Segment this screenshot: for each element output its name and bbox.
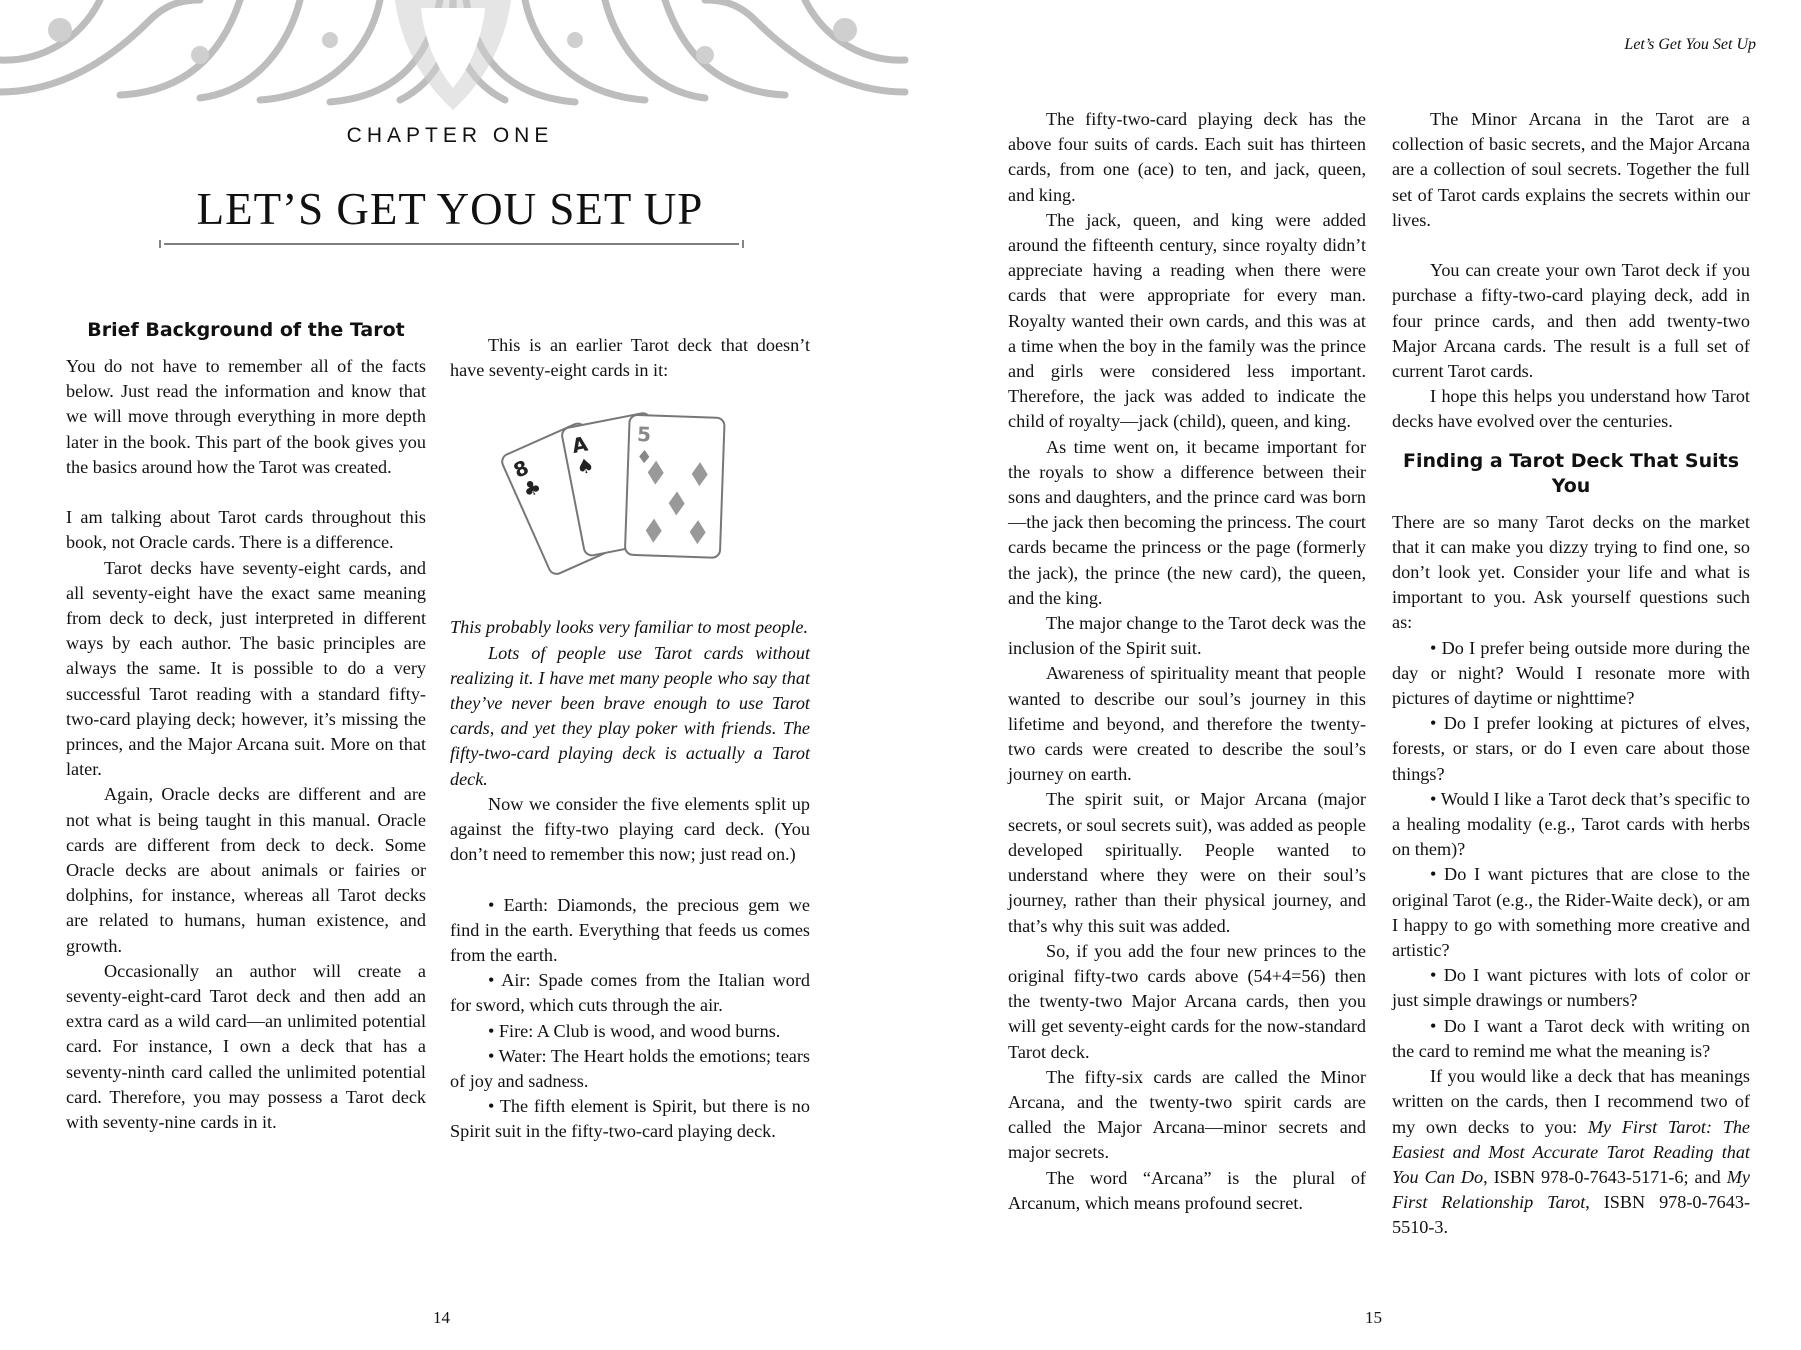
book-title: My First Relationship Tarot <box>1392 1166 1750 1213</box>
paragraph: The jack, queen, and king were added around the fifteenth century, since royalty didn’t appreciate having a reading when there were cards that were appropriate for every man. Royalty wanted their own cards, and this was at a time when the boy in the family was the prince and girls were considered less important. Therefore, the jack was added to indicate the child of royalty—jack (child), queen, and king. <box>1008 209 1366 432</box>
playing-cards-illustration <box>509 401 745 601</box>
question-item: • Do I want pictures that are close to the original Tarot (e.g., the Rider-Waite deck), or am I happy to go with something more creative and artistic? <box>1392 864 1750 961</box>
isbn-text: , ISBN 978-0-7643-5171-6; and <box>1483 1166 1727 1187</box>
left-column-2 <box>450 333 810 1145</box>
paragraph: The major change to the Tarot deck was the inclusion of the Spirit suit. <box>1008 613 1366 659</box>
question-item: • Do I want pictures with lots of color or just simple drawings or numbers? <box>1392 965 1750 1011</box>
section-heading-brief-background: Brief Background of the Tarot <box>87 319 405 341</box>
paragraph: There are so many Tarot decks on the market that it can make you dizzy trying to find one, so don’t look yet. Consider your life and what is important to you. Ask yourself questions such as: <box>1392 511 1750 633</box>
paragraph: Tarot decks have seventy-eight cards, and all seventy-eight have the exact same meaning from deck to deck, just interpreted in different ways by each author. The basic principles are always the same. It is possible to do a very successful Tarot reading with a standard fifty-two-card playing deck; however, it’s missing the princes, and the Major Arcana suit. More on that later. <box>66 557 426 780</box>
paragraph: The word “Arcana” is the plural of Arcanum, which means profound secret. <box>1008 1167 1366 1213</box>
recommendation-paragraph <box>1392 1064 1750 1240</box>
chapter-title: LET’S GET YOU SET UP <box>196 184 704 234</box>
question-item: • Do I want a Tarot deck with writing on the card to remind me what the meaning is? <box>1392 1015 1750 1061</box>
question-item: • Do I prefer looking at pictures of elves, forests, or stars, or do I even care about those things? <box>1392 713 1750 784</box>
page-number: 14 <box>433 1308 450 1327</box>
card-rank: 5 <box>636 421 652 447</box>
paragraph: I hope this helps you understand how Tarot decks have evolved over the centuries. <box>1392 386 1750 432</box>
italic-paragraph: This probably looks very familiar to most people. <box>450 617 808 638</box>
paragraph: This is an earlier Tarot deck that doesn’t have seventy-eight cards in it: <box>450 335 810 381</box>
right-page <box>900 0 1801 1350</box>
page-number: 15 <box>1365 1308 1382 1327</box>
paragraph: Again, Oracle decks are different and are not what is being taught in this manual. Oracle cards are different from deck to deck. Some Oracle decks are about animals or fairies or dolphins, for instance, whereas all Tarot decks are related to humans, human existence, and growth. <box>66 784 426 956</box>
paragraph: You can create your own Tarot deck if you purchase a fifty-two-card playing deck, add in four prince cards, and then add twenty-two Major Arcana cards. The result is a full set of current Tarot cards. <box>1392 260 1750 382</box>
paragraph: The Minor Arcana in the Tarot are a collection of basic secrets, and the Major Arcana are a collection of soul secrets. Together the full set of Tarot cards explains the secrets within our lives. <box>1392 109 1750 230</box>
chapter-label: CHAPTER ONE <box>346 124 554 147</box>
paragraph: The spirit suit, or Major Arcana (major secrets, or soul secrets suit), was added as people developed spiritually. People wanted to understand where they were on their soul’s journey, rather than their physical journey, and that’s why this suit was added. <box>1008 789 1366 936</box>
book-title: My First Tarot: The Easiest and Most Accurate Tarot Reading that You Can Do <box>1392 1116 1750 1187</box>
card-rank: 8 <box>509 455 533 483</box>
paragraph: I am talking about Tarot cards throughout this book, not Oracle cards. There is a difference. <box>66 507 426 553</box>
left-column-1 <box>66 318 426 1135</box>
playing-cards-figure <box>450 398 810 603</box>
spade-icon: ♠ <box>574 452 597 480</box>
paragraph: The fifty-two-card playing deck has the above four suits of cards. Each suit has thirteen cards, from one (ace) to ten, and jack, queen, and king. <box>1008 109 1366 205</box>
italic-paragraph: Lots of people use Tarot cards without realizing it. I have met many people who say that they’ve never been brave enough to use Tarot cards, and yet they play poker with friends. The fifty-two-card playing deck is actually a Tarot deck. <box>450 642 810 789</box>
recommendation-lead: If you would like a deck that has meanings written on the cards, then I recommend two of my own decks to you: <box>1392 1066 1750 1137</box>
paragraph: So, if you add the four new princes to the original fifty-two cards above (54+4=56) then the twenty-two Major Arcana cards, then you will get seventy-eight cards for the now-standard Tarot deck. <box>1008 940 1366 1062</box>
bullet-item: • Fire: A Club is wood, and wood burns. <box>488 1020 781 1041</box>
right-column-2 <box>1392 107 1750 1241</box>
section-heading-finding-deck: Finding a Tarot Deck That Suits You <box>1402 449 1740 497</box>
paragraph: As time went on, it became important for the royals to show a difference between their sons and daughters, and the prince card was born—the jack then becoming the princess. The court cards became the princess or the page (formerly the jack), the prince (the new card), the queen, and the king. <box>1008 436 1366 608</box>
question-item: • Would I like a Tarot deck that’s specific to a healing modality (e.g., Tarot cards with herbs on them)? <box>1392 788 1750 860</box>
paragraph: Now we consider the five elements split up against the fifty-two playing card deck. (You don’t need to remember this now; just read on.) <box>450 793 810 865</box>
paragraph: Occasionally an author will create a seventy-eight-card Tarot deck and then add an extra card as a wild card—an unlimited potential card. For instance, I own a deck that has a seventy-ninth card called the unlimited potential card. Therefore, you may possess a Tarot deck with seventy-nine cards in it. <box>66 960 426 1133</box>
bullet-item: • Air: Spade comes from the Italian word for sword, which cuts through the air. <box>450 970 810 1016</box>
title-underline-rule <box>160 240 743 248</box>
bullet-item: • Water: The Heart holds the emotions; tears of joy and sadness. <box>450 1045 810 1092</box>
left-page <box>0 0 900 1350</box>
paragraph: Awareness of spirituality meant that people wanted to describe our soul’s journey in this lifetime and beyond, and therefore the twenty-two cards were created to describe the soul’s journey on earth. <box>1008 663 1366 785</box>
question-item: • Do I prefer being outside more during the day or night? Would I resonate more with pictures of daytime or nighttime? <box>1392 637 1750 709</box>
bullet-item: • The fifth element is Spirit, but there is no Spirit suit in the fifty-two-card playing deck. <box>450 1096 810 1142</box>
running-head: Let’s Get You Set Up <box>1624 36 1756 53</box>
paragraph: The fifty-six cards are called the Minor Arcana, and the twenty-two spirit cards are called the Major Arcana—minor secrets and major secrets. <box>1008 1066 1366 1163</box>
decorative-ornament-header <box>0 0 905 110</box>
right-column-1 <box>1008 107 1366 1216</box>
isbn-text: , ISBN 978-0-7643-5510-3. <box>1392 1192 1750 1238</box>
club-icon: ♣ <box>518 473 545 503</box>
bullet-item: • Earth: Diamonds, the precious gem we find in the earth. Everything that feeds us comes from the earth. <box>450 894 810 966</box>
diamond-icon: ♦ <box>635 446 653 469</box>
card-rank: A <box>569 431 590 458</box>
paragraph: You do not have to remember all of the facts below. Just read the information and know that we will move through everything in more depth later in the book. This part of the book gives you the basics around how the Tarot was created. <box>66 356 426 477</box>
